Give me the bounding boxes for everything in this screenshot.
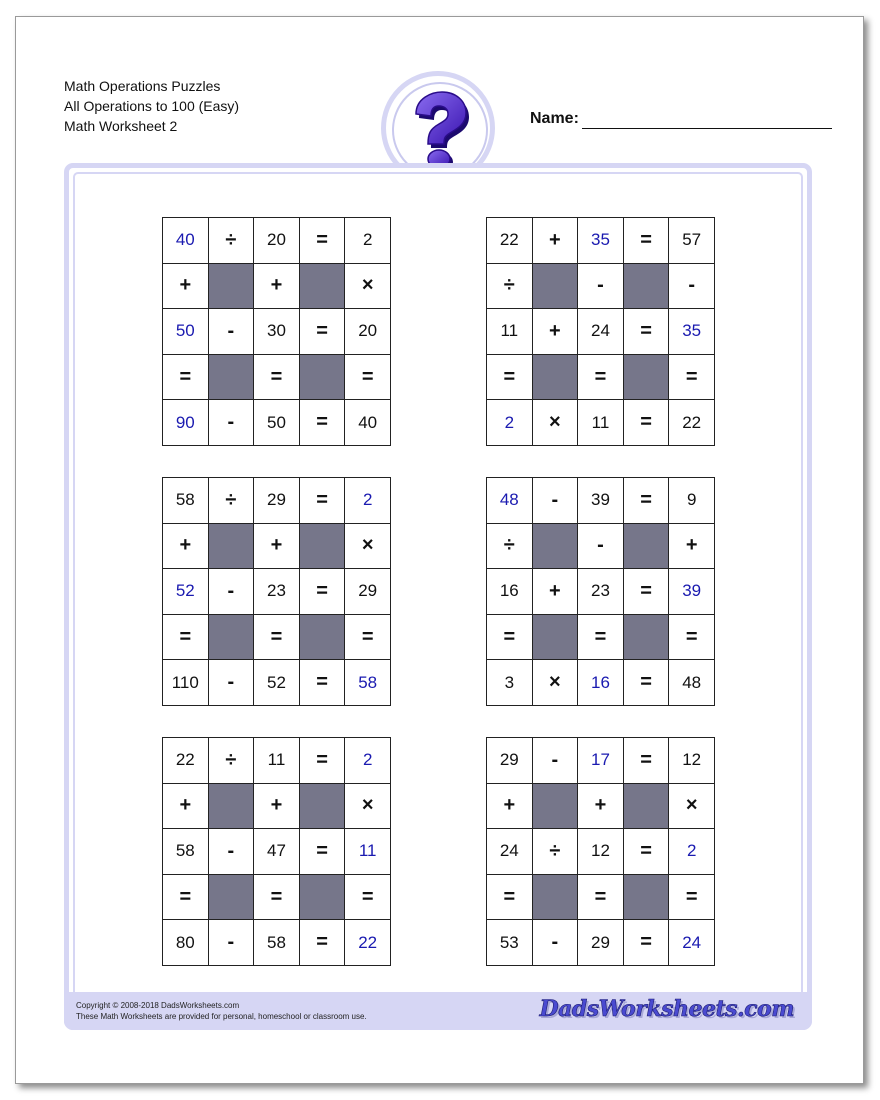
puzzle-grid bbox=[162, 737, 391, 966]
number-cell: 30 bbox=[254, 309, 300, 355]
operator-cell: = bbox=[487, 355, 533, 401]
number-cell: 23 bbox=[254, 569, 300, 615]
blocked-cell bbox=[533, 875, 579, 921]
operator-cell: - bbox=[533, 738, 579, 784]
number-cell: 20 bbox=[254, 218, 300, 264]
operator-cell: + bbox=[254, 524, 300, 570]
footer-text bbox=[76, 1000, 367, 1022]
operator-cell: = bbox=[254, 615, 300, 661]
operator-cell: = bbox=[345, 615, 391, 661]
blocked-cell bbox=[209, 615, 255, 661]
operator-cell: + bbox=[254, 784, 300, 830]
operator-cell: = bbox=[163, 615, 209, 661]
number-cell: 58 bbox=[254, 920, 300, 966]
number-cell: 48 bbox=[487, 478, 533, 524]
number-cell: 22 bbox=[487, 218, 533, 264]
number-cell: 22 bbox=[163, 738, 209, 784]
blocked-cell bbox=[533, 355, 579, 401]
number-cell: 11 bbox=[487, 309, 533, 355]
blocked-cell bbox=[300, 615, 346, 661]
number-cell: 20 bbox=[345, 309, 391, 355]
puzzle-grid bbox=[486, 477, 715, 706]
number-cell: 9 bbox=[669, 478, 715, 524]
puzzle-grid bbox=[486, 217, 715, 446]
operator-cell: = bbox=[300, 478, 346, 524]
blocked-cell bbox=[209, 264, 255, 310]
worksheet-number: Math Worksheet 2 bbox=[64, 118, 178, 134]
operator-cell: + bbox=[487, 784, 533, 830]
operator-cell: = bbox=[300, 660, 346, 706]
operator-cell: = bbox=[669, 875, 715, 921]
operator-cell: - bbox=[209, 309, 255, 355]
operator-cell: - bbox=[533, 920, 579, 966]
operator-cell: + bbox=[578, 784, 624, 830]
blocked-cell bbox=[300, 875, 346, 921]
operator-cell: = bbox=[624, 218, 670, 264]
number-cell: 52 bbox=[163, 569, 209, 615]
blocked-cell bbox=[209, 355, 255, 401]
worksheet-title: Math Operations Puzzles bbox=[64, 78, 221, 94]
blocked-cell bbox=[300, 355, 346, 401]
number-cell: 35 bbox=[578, 218, 624, 264]
blocked-cell bbox=[209, 875, 255, 921]
number-cell: 2 bbox=[345, 478, 391, 524]
operator-cell: + bbox=[163, 784, 209, 830]
number-cell: 29 bbox=[345, 569, 391, 615]
operator-cell: ÷ bbox=[533, 829, 579, 875]
operator-cell: = bbox=[254, 875, 300, 921]
number-cell: 16 bbox=[578, 660, 624, 706]
number-cell: 39 bbox=[578, 478, 624, 524]
operator-cell: ÷ bbox=[487, 264, 533, 310]
operator-cell: - bbox=[209, 920, 255, 966]
operator-cell: = bbox=[163, 875, 209, 921]
operator-cell: = bbox=[624, 738, 670, 784]
number-cell: 2 bbox=[345, 218, 391, 264]
number-cell: 22 bbox=[669, 400, 715, 446]
operator-cell: ÷ bbox=[209, 738, 255, 784]
operator-cell: = bbox=[624, 400, 670, 446]
operator-cell: ÷ bbox=[209, 218, 255, 264]
operator-cell: = bbox=[624, 829, 670, 875]
number-cell: 2 bbox=[487, 400, 533, 446]
operator-cell: = bbox=[300, 829, 346, 875]
operator-cell: - bbox=[209, 660, 255, 706]
blocked-cell bbox=[300, 784, 346, 830]
operator-cell: = bbox=[624, 660, 670, 706]
blocked-cell bbox=[624, 784, 670, 830]
usage-notice: These Math Worksheets are provided for personal, homeschool or classroom use. bbox=[76, 1012, 367, 1021]
number-cell: 29 bbox=[487, 738, 533, 784]
number-cell: 24 bbox=[669, 920, 715, 966]
operator-cell: = bbox=[300, 920, 346, 966]
puzzle-grid bbox=[162, 217, 391, 446]
operator-cell: × bbox=[669, 784, 715, 830]
blocked-cell bbox=[624, 524, 670, 570]
operator-cell: + bbox=[163, 264, 209, 310]
blocked-cell bbox=[624, 355, 670, 401]
number-cell: 29 bbox=[578, 920, 624, 966]
operator-cell: + bbox=[533, 309, 579, 355]
operator-cell: = bbox=[300, 400, 346, 446]
footer-bar bbox=[64, 992, 812, 1030]
operator-cell: + bbox=[669, 524, 715, 570]
number-cell: 23 bbox=[578, 569, 624, 615]
operator-cell: = bbox=[669, 355, 715, 401]
number-cell: 58 bbox=[345, 660, 391, 706]
operator-cell: = bbox=[669, 615, 715, 661]
operator-cell: = bbox=[345, 875, 391, 921]
operator-cell: = bbox=[300, 738, 346, 784]
operator-cell: + bbox=[163, 524, 209, 570]
blocked-cell bbox=[624, 615, 670, 661]
number-cell: 58 bbox=[163, 478, 209, 524]
number-cell: 17 bbox=[578, 738, 624, 784]
name-line[interactable] bbox=[582, 128, 832, 129]
operator-cell: = bbox=[487, 615, 533, 661]
number-cell: 12 bbox=[578, 829, 624, 875]
number-cell: 110 bbox=[163, 660, 209, 706]
number-cell: 22 bbox=[345, 920, 391, 966]
worksheet-title-block bbox=[64, 76, 239, 136]
blocked-cell bbox=[533, 615, 579, 661]
worksheet-subtitle: All Operations to 100 (Easy) bbox=[64, 98, 240, 114]
number-cell: 2 bbox=[669, 829, 715, 875]
operator-cell: - bbox=[209, 569, 255, 615]
blocked-cell bbox=[624, 875, 670, 921]
copyright-text: Copyright © 2008-2018 DadsWorksheets.com bbox=[76, 1001, 240, 1010]
operator-cell: - bbox=[209, 400, 255, 446]
operator-cell: ÷ bbox=[209, 478, 255, 524]
number-cell: 80 bbox=[163, 920, 209, 966]
operator-cell: × bbox=[533, 400, 579, 446]
number-cell: 52 bbox=[254, 660, 300, 706]
operator-cell: - bbox=[578, 524, 624, 570]
number-cell: 11 bbox=[578, 400, 624, 446]
number-cell: 11 bbox=[254, 738, 300, 784]
operator-cell: - bbox=[533, 478, 579, 524]
operator-cell: = bbox=[624, 920, 670, 966]
operator-cell: × bbox=[533, 660, 579, 706]
blocked-cell bbox=[533, 264, 579, 310]
name-field[interactable] bbox=[530, 110, 832, 132]
number-cell: 50 bbox=[163, 309, 209, 355]
blocked-cell bbox=[300, 524, 346, 570]
question-mark-icon bbox=[406, 90, 470, 170]
operator-cell: + bbox=[533, 569, 579, 615]
operator-cell: - bbox=[209, 829, 255, 875]
operator-cell: + bbox=[533, 218, 579, 264]
number-cell: 48 bbox=[669, 660, 715, 706]
blocked-cell bbox=[209, 524, 255, 570]
number-cell: 16 bbox=[487, 569, 533, 615]
operator-cell: × bbox=[345, 524, 391, 570]
name-label: Name: bbox=[530, 110, 579, 127]
number-cell: 35 bbox=[669, 309, 715, 355]
operator-cell: = bbox=[345, 355, 391, 401]
operator-cell: = bbox=[254, 355, 300, 401]
number-cell: 50 bbox=[254, 400, 300, 446]
operator-cell: + bbox=[254, 264, 300, 310]
operator-cell: = bbox=[578, 355, 624, 401]
operator-cell: = bbox=[487, 875, 533, 921]
operator-cell: = bbox=[300, 309, 346, 355]
number-cell: 90 bbox=[163, 400, 209, 446]
blocked-cell bbox=[209, 784, 255, 830]
operator-cell: = bbox=[578, 875, 624, 921]
operator-cell: = bbox=[163, 355, 209, 401]
number-cell: 24 bbox=[487, 829, 533, 875]
blocked-cell bbox=[533, 784, 579, 830]
operator-cell: - bbox=[578, 264, 624, 310]
operator-cell: = bbox=[578, 615, 624, 661]
number-cell: 12 bbox=[669, 738, 715, 784]
number-cell: 47 bbox=[254, 829, 300, 875]
operator-cell: = bbox=[624, 478, 670, 524]
brand-logo: DadsWorksheets.com bbox=[539, 996, 794, 1022]
number-cell: 29 bbox=[254, 478, 300, 524]
number-cell: 53 bbox=[487, 920, 533, 966]
number-cell: 58 bbox=[163, 829, 209, 875]
number-cell: 11 bbox=[345, 829, 391, 875]
number-cell: 24 bbox=[578, 309, 624, 355]
operator-cell: = bbox=[300, 569, 346, 615]
number-cell: 40 bbox=[345, 400, 391, 446]
operator-cell: = bbox=[300, 218, 346, 264]
operator-cell: × bbox=[345, 784, 391, 830]
blocked-cell bbox=[533, 524, 579, 570]
puzzle-grid bbox=[162, 477, 391, 706]
number-cell: 40 bbox=[163, 218, 209, 264]
puzzle-grid bbox=[486, 737, 715, 966]
number-cell: 57 bbox=[669, 218, 715, 264]
operator-cell: - bbox=[669, 264, 715, 310]
number-cell: 39 bbox=[669, 569, 715, 615]
operator-cell: × bbox=[345, 264, 391, 310]
blocked-cell bbox=[300, 264, 346, 310]
operator-cell: ÷ bbox=[487, 524, 533, 570]
blocked-cell bbox=[624, 264, 670, 310]
number-cell: 3 bbox=[487, 660, 533, 706]
operator-cell: = bbox=[624, 569, 670, 615]
operator-cell: = bbox=[624, 309, 670, 355]
number-cell: 2 bbox=[345, 738, 391, 784]
